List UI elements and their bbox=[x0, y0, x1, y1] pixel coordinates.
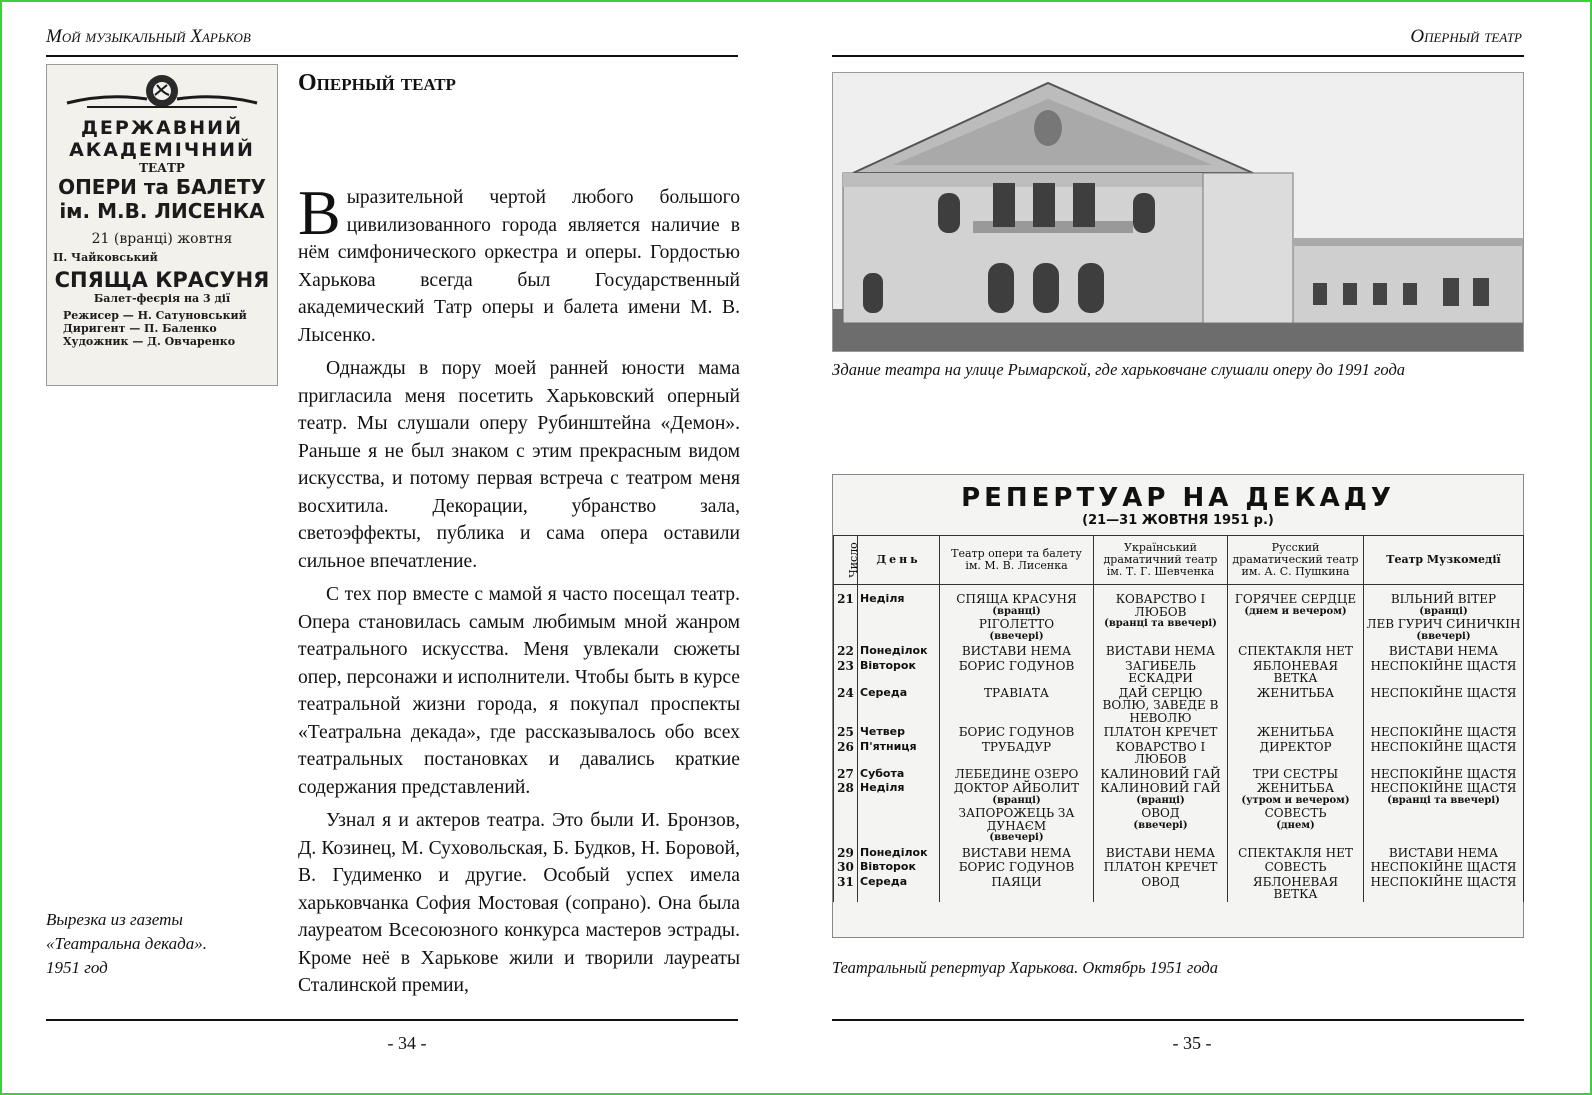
table-cell: 22 bbox=[834, 644, 858, 659]
header-muscomedy-theater: Театр Музкомедії bbox=[1364, 536, 1524, 585]
table-row bbox=[834, 740, 1524, 767]
clip-line-8: СПЯЩА КРАСУНЯ bbox=[54, 268, 270, 292]
table-cell: НЕСПОКІЙНЕ ЩАСТЯ bbox=[1364, 767, 1524, 782]
clip-line-5: ім. М.В. ЛИСЕНКА bbox=[59, 199, 265, 223]
table-cell: БОРИС ГОДУНОВ bbox=[940, 659, 1094, 686]
table-cell: 24 bbox=[834, 686, 858, 726]
table-cell: 26 bbox=[834, 740, 858, 767]
table-cell: ЗАГИБЕЛЬ ЕСКАДРИ bbox=[1094, 659, 1228, 686]
table-cell: 23 bbox=[834, 659, 858, 686]
table-cell: НЕСПОКІЙНЕ ЩАСТЯ bbox=[1364, 740, 1524, 767]
table-cell: ВИСТАВИ НЕМА bbox=[940, 846, 1094, 861]
table-cell: ЖЕНИТЬБА bbox=[1228, 725, 1364, 740]
table-cell: Понеділок bbox=[858, 644, 940, 659]
page-title: Оперный театр bbox=[298, 70, 456, 96]
table-cell: ДИРЕКТОР bbox=[1228, 740, 1364, 767]
clipping-caption bbox=[46, 908, 266, 980]
repertoire-table bbox=[833, 535, 1524, 902]
table-cell: 27 bbox=[834, 767, 858, 782]
header-ukrainian-theater: Український драматичний театр ім. Т. Г. Шевченка bbox=[1094, 536, 1228, 585]
table-row bbox=[834, 686, 1524, 726]
table-cell: ТРАВІАТА bbox=[940, 686, 1094, 726]
header-rule bbox=[46, 55, 738, 57]
table-cell: Середа bbox=[858, 686, 940, 726]
table-row bbox=[834, 875, 1524, 902]
table-row bbox=[834, 860, 1524, 875]
table-cell: НЕСПОКІЙНЕ ЩАСТЯ bbox=[1364, 860, 1524, 875]
table-cell: СПЯЩА КРАСУНЯ (вранці) РІГОЛЕТТО (ввечері) bbox=[940, 585, 1094, 645]
clip-line-1: ДЕРЖАВНИЙ bbox=[81, 117, 243, 139]
table-cell: НЕСПОКІЙНЕ ЩАСТЯ bbox=[1364, 686, 1524, 726]
table-cell: КАЛИНОВИЙ ГАЙ (вранці) ОВОД (ввечері) bbox=[1094, 781, 1228, 846]
table-row bbox=[834, 846, 1524, 861]
table-cell: ДОКТОР АЙБОЛИТ (вранці) ЗАПОРОЖЕЦЬ ЗА ДУНАЄМ (ввечері) bbox=[940, 781, 1094, 846]
page-number-right: - 35 - bbox=[1172, 1033, 1212, 1053]
table-cell: ПАЯЦИ bbox=[940, 875, 1094, 902]
table-cell: ЛЕБЕДИНЕ ОЗЕРО bbox=[940, 767, 1094, 782]
clip-line-11: Диригент — П. Баленко bbox=[63, 322, 217, 335]
table-cell: Середа bbox=[858, 875, 940, 902]
table-row bbox=[834, 585, 1524, 645]
table-cell: Субота bbox=[858, 767, 940, 782]
paragraph-1 bbox=[298, 177, 740, 349]
repertoire-subtitle: (21—31 ЖОВТНЯ 1951 р.) bbox=[1082, 513, 1274, 528]
header-number: Число bbox=[834, 536, 858, 585]
repertoire-title: РЕПЕРТУАР НА ДЕКАДУ bbox=[961, 483, 1395, 513]
running-head-right: Оперный театр bbox=[1410, 26, 1522, 47]
table-cell: ГОРЯЧЕЕ СЕРДЦЕ (днем и вечером) bbox=[1228, 585, 1364, 645]
repertoire-clipping bbox=[832, 474, 1524, 938]
table-cell: Вівторок bbox=[858, 860, 940, 875]
clip-line-4: ОПЕРИ та БАЛЕТУ bbox=[58, 175, 266, 199]
table-cell: Неділя bbox=[858, 585, 940, 645]
running-head-left: Мой музыкальный Харьков bbox=[46, 26, 251, 47]
table-cell: 28 bbox=[834, 781, 858, 846]
table-cell: 30 bbox=[834, 860, 858, 875]
table-cell: 31 bbox=[834, 875, 858, 902]
table-header-row bbox=[834, 536, 1524, 585]
footer-rule bbox=[46, 1019, 738, 1021]
table-cell: ПЛАТОН КРЕЧЕТ bbox=[1094, 860, 1228, 875]
emblem-icon bbox=[47, 65, 277, 113]
table-cell: ЯБЛОНЕВАЯ ВЕТКА bbox=[1228, 875, 1364, 902]
clipping-caption-line-2: «Театральна декада». bbox=[46, 934, 208, 953]
table-row bbox=[834, 781, 1524, 846]
table-cell: ТРУБАДУР bbox=[940, 740, 1094, 767]
clipping-caption-line-1: Вырезка из газеты bbox=[46, 910, 183, 929]
table-cell: 21 bbox=[834, 585, 858, 645]
clipping-caption-line-3: 1951 год bbox=[46, 958, 108, 977]
table-cell: ВІЛЬНИЙ ВІТЕР (вранці) ЛЕВ ГУРИЧ СИНИЧКІН (ввечері) bbox=[1364, 585, 1524, 645]
table-cell: ВИСТАВИ НЕМА bbox=[1364, 846, 1524, 861]
table-cell: КОВАРСТВО І ЛЮБОВ (вранці та ввечері) bbox=[1094, 585, 1228, 645]
paragraph-4: Узнал я и актеров театра. Это были И. Бронзов, Д. Козинец, М. Суховольская, Б. Будков, Н. Боровой, В. Гудименко и другие. Особый успех имела харьковчанка София Мостовая (сопрано). Она была лауреатом Всесоюзного конкурса мастеров эстрады. Кроме неё в Харькове жили и творили лауреаты Сталинской премии, bbox=[298, 810, 740, 996]
clip-line-2: АКАДЕМІЧНИЙ bbox=[69, 139, 255, 161]
table-cell: ЖЕНИТЬБА (утром и вечером) СОВЕСТЬ (днем) bbox=[1228, 781, 1364, 846]
table-cell: П'ятниця bbox=[858, 740, 940, 767]
table-cell: БОРИС ГОДУНОВ bbox=[940, 860, 1094, 875]
table-cell: СПЕКТАКЛЯ НЕТ bbox=[1228, 644, 1364, 659]
header-rule bbox=[832, 55, 1524, 57]
table-cell: ВИСТАВИ НЕМА bbox=[1094, 644, 1228, 659]
header-russian-theater: Русский драматический театр им. А. С. Пушкина bbox=[1228, 536, 1364, 585]
table-row bbox=[834, 644, 1524, 659]
table-cell: ВИСТАВИ НЕМА bbox=[1364, 644, 1524, 659]
table-cell: ТРИ СЕСТРЫ bbox=[1228, 767, 1364, 782]
table-cell: ПЛАТОН КРЕЧЕТ bbox=[1094, 725, 1228, 740]
table-cell: НЕСПОКІЙНЕ ЩАСТЯ (вранці та ввечері) bbox=[1364, 781, 1524, 846]
table-cell: НЕСПОКІЙНЕ ЩАСТЯ bbox=[1364, 659, 1524, 686]
table-cell: ЯБЛОНЕВАЯ ВЕТКА bbox=[1228, 659, 1364, 686]
header-day: День bbox=[858, 536, 940, 585]
paragraph-3: С тех пор вместе с мамой я часто посещал театр. Опера становилась самым любимым мной жанром театрального искусства. Меня увлекали сюжеты опер, персонажи и исполнители. Чтобы быть в курсе театральной жизни города, я покупал проспекты «Театральна декада», где рассказывалось обо всех театральных постановках и давались краткие содержания представлений. bbox=[298, 584, 740, 798]
table-caption: Театральный репертуар Харькова. Октябрь 1951 года bbox=[832, 958, 1218, 977]
table-cell: 25 bbox=[834, 725, 858, 740]
table-row bbox=[834, 767, 1524, 782]
table-cell: 29 bbox=[834, 846, 858, 861]
clip-line-12: Художник — Д. Овчаренко bbox=[63, 335, 236, 348]
table-row bbox=[834, 725, 1524, 740]
clip-line-7: П. Чайковський bbox=[53, 251, 158, 264]
clip-line-10: Режисер — Н. Сатуновський bbox=[63, 309, 247, 322]
table-cell: КАЛИНОВИЙ ГАЙ bbox=[1094, 767, 1228, 782]
clip-line-6: 21 (вранці) жовтня bbox=[91, 231, 233, 247]
table-cell: НЕСПОКІЙНЕ ЩАСТЯ bbox=[1364, 725, 1524, 740]
table-cell: НЕСПОКІЙНЕ ЩАСТЯ bbox=[1364, 875, 1524, 902]
table-cell: КОВАРСТВО І ЛЮБОВ bbox=[1094, 740, 1228, 767]
table-row bbox=[834, 659, 1524, 686]
paragraph-2: Однажды в пору моей ранней юности мама пригласила меня посетить Харьковский оперный театр. Мы слушали оперу Рубинштейна «Демон». Раньше я не был знаком с этим прекрасным видом искусства, и потому первая встреча с театром меня восхитила. Декорации, убранство зала, светоэффекты, публика и сама опера оставили сильное впечатление. bbox=[298, 358, 740, 572]
newspaper-clipping bbox=[46, 64, 278, 386]
table-cell: ЖЕНИТЬБА bbox=[1228, 686, 1364, 726]
table-cell: ОВОД bbox=[1094, 875, 1228, 902]
building-illustration bbox=[833, 73, 1523, 351]
table-cell: СОВЕСТЬ bbox=[1228, 860, 1364, 875]
photo-caption: Здание театра на улице Рымарской, где харьковчане слушали оперу до 1991 года bbox=[832, 360, 1406, 379]
footer-rule bbox=[832, 1019, 1524, 1021]
article-body bbox=[298, 177, 740, 1006]
table-cell: Неділя bbox=[858, 781, 940, 846]
drop-cap: В bbox=[298, 177, 341, 248]
paragraph-1-rest: ыразительной чертой любого большого цивилизованного города является наличие в нём симфонического оркестра и оперы. Гордостью Харькова всегда был Государственный академический Татр оперы и балета имени М. В. Лысенко. bbox=[298, 187, 740, 346]
table-cell: СПЕКТАКЛЯ НЕТ bbox=[1228, 846, 1364, 861]
table-cell: Вівторок bbox=[858, 659, 940, 686]
page-number-left: - 34 - bbox=[387, 1033, 427, 1053]
header-opera-theater: Театр опери та балету ім. М. В. Лисенка bbox=[940, 536, 1094, 585]
table-cell: ВИСТАВИ НЕМА bbox=[1094, 846, 1228, 861]
table-cell: ДАЙ СЕРЦЮ ВОЛЮ, ЗАВЕДЕ В НЕВОЛЮ bbox=[1094, 686, 1228, 726]
table-cell: ВИСТАВИ НЕМА bbox=[940, 644, 1094, 659]
table-cell: Понеділок bbox=[858, 846, 940, 861]
table-cell: БОРИС ГОДУНОВ bbox=[940, 725, 1094, 740]
table-cell: Четвер bbox=[858, 725, 940, 740]
clip-line-3: ТЕАТР bbox=[139, 161, 185, 175]
clip-line-9: Балет-феєрія на 3 дії bbox=[93, 292, 231, 305]
theater-building-photo bbox=[832, 72, 1524, 352]
